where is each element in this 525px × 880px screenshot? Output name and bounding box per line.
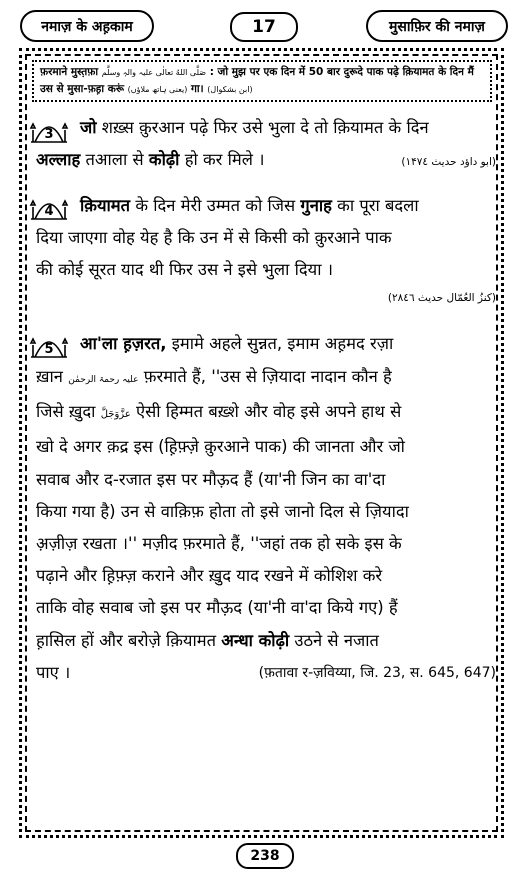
p3-text-1: शख़्स क़ुरआन पढ़े फिर उसे भुला दे तो क़ियामत के दिन: [101, 118, 429, 137]
p5-line-11: [36, 657, 496, 689]
p4-line-2: दिया जाएगा वोह येह है कि उन में से किसी को क़ुरआने पाक: [36, 228, 392, 247]
notice-line2b: गा।: [191, 83, 204, 95]
durood-notice-box: [32, 60, 492, 102]
notice-line-1: [40, 64, 484, 81]
p5-azza-wajal: عزَّوَجَلَّ: [100, 409, 131, 421]
p5-line-9: ताकि वोह सवाब जो इस पर मौऊ़द (या'नी वा'दा किये गए) हैं: [36, 598, 398, 618]
p5-line-2: [36, 361, 496, 396]
p5-text-2a: ख़ान: [36, 367, 63, 386]
p5-text-1: इमामे अहले सुन्नत, इमाम अह़मद रज़ा: [171, 334, 394, 353]
p5-line-10: [36, 625, 496, 657]
number-badge-icon-3: [29, 114, 69, 144]
p5-line-3: [36, 396, 496, 431]
p4-bold-2: गुनाह: [300, 196, 332, 215]
notice-source: (ابن بشکوال): [207, 85, 253, 94]
number-badge-icon-5: [29, 329, 69, 359]
p5-line-7: अ़ज़ीज़ रखता ।'' मज़ीद फ़रमाते हैं, ''जहां तक हो सके इस के: [36, 534, 402, 554]
p4-line-3: की कोई सूरत याद थी फिर उस ने इसे भुला दिया ।: [36, 259, 333, 279]
p5-line-1: [80, 328, 498, 360]
notice-line2a: उस से मुसा-फ़ह़ा करूं: [40, 83, 124, 95]
item-number-4: 4: [44, 204, 54, 219]
paragraph-5: [80, 328, 498, 360]
p4-line-1: [80, 190, 498, 222]
p3-line-1: [80, 112, 498, 144]
p5-line-4: खो दे अगर क़द्र इस (ह़िफ़्ज़े क़ुरआने पाक) की जानता और जो: [36, 437, 405, 457]
p5-line-6: किया गया है) उन से वाक़िफ़ होता तो इसे जानो दिल से ज़ियादा: [36, 501, 409, 521]
header-book-title: नमाज़ के अह़काम: [20, 10, 154, 42]
p5-text-10b: उठने से नजात: [294, 630, 379, 650]
notice-line-2: [40, 81, 484, 98]
paragraph-4: [80, 190, 498, 222]
p3-bold: जो: [80, 118, 97, 137]
p3-kodhi: कोढ़ी: [148, 150, 180, 169]
item-number-5: 5: [44, 342, 54, 357]
header-chapter-title: मुसाफ़िर की नमाज़: [366, 10, 508, 42]
notice-lead: फ़रमाने मुस्त़फ़ा: [40, 66, 99, 78]
p5-text-10a: ह़ासिल हों और बरोज़े क़ियामत: [36, 630, 217, 650]
paragraph-3-cont: [36, 144, 496, 179]
p3-reference: (ابو داؤد حدیث ۱۴۷٤): [401, 156, 496, 168]
p3-allah: अल्लाह: [36, 150, 81, 169]
p3-line-2: [36, 144, 496, 179]
paragraph-3: [80, 112, 498, 144]
p5-honorific: علیہ رحمۃ الرحمٰن: [68, 375, 139, 385]
notice-line2-arabic: (یعنی ہاتھ ملاؤں): [127, 85, 188, 94]
header-page-number: 17: [230, 12, 298, 42]
p5-text-2b: फ़रमाते हैं, ''उस से ज़ियादा नादान कौन है: [143, 367, 392, 386]
item-number-3: 3: [44, 127, 54, 142]
p5-bold: आ'ला ह़ज़रत,: [80, 334, 167, 353]
p5-text-3b: ऐसी हिम्मत बख़्शे और वोह इसे अपने हाथ से: [136, 402, 402, 422]
number-badge-icon-4: [29, 191, 69, 221]
p5-text-11: पाए ।: [36, 662, 71, 682]
footer-page-number: 238: [236, 843, 294, 869]
p5-bold-2: अन्धा कोढ़ी: [221, 630, 290, 650]
notice-salawat: صَلَّى اللهُ تعالٰی علیہ والہٖ وسلَّم: [101, 68, 207, 77]
p3-text-2b: हो कर मिले ।: [184, 150, 265, 169]
p5-line-8: पढ़ाने और ह़िफ़्ज़ कराने और ख़ुद याद रखने में कोशिश करे: [36, 566, 383, 586]
paragraph-5-cont: [36, 361, 496, 689]
p5-line-5: सवाब और द-रजात इस पर मौऊ़द हैं (या'नी जिन का वा'दा: [36, 469, 386, 489]
p4-text-1a: के दिन मेरी उम्मत को जिस: [135, 196, 296, 215]
p4-text-1b: का पूरा बदला: [337, 196, 419, 215]
p4-bold-1: क़ियामत: [80, 196, 131, 215]
p3-text-2a: तआला से: [85, 150, 144, 169]
notice-line1-text: : जो मुझ पर एक दिन में 50 बार दुरूदे पाक पढ़े क़ियामत के दिन मैं: [209, 66, 474, 78]
paragraph-4-cont: [36, 222, 496, 311]
p5-reference: (फ़तावा र-ज़विय्या, जि. 23, स. 645, 647): [258, 664, 496, 681]
p5-text-3a: जिसे ख़ुदा: [36, 402, 96, 422]
p4-reference: (کنزُ العُمّال حدیث ۲۸٤٦): [387, 292, 496, 304]
